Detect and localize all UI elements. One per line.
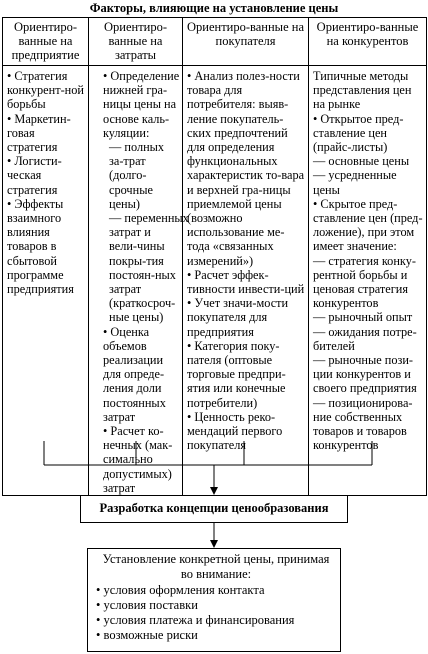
- list-item: — позиционирова-ние собственных товаров и товаров конкурентов: [313, 396, 424, 453]
- column-header-enterprise: Ориентиро-ванные на предприятие: [3, 18, 89, 66]
- price-setting-box: [87, 548, 341, 652]
- price-factor-item: • условия поставки: [96, 598, 336, 613]
- price-box-list: [96, 583, 336, 643]
- column-enterprise: [3, 66, 89, 496]
- price-box-heading: Установление конкретной цены, принимая во внимание:: [102, 552, 330, 581]
- header-row: [3, 18, 427, 66]
- column-buyer: [183, 66, 309, 496]
- column-header-costs: Ориентиро-ванные на затраты: [89, 18, 183, 66]
- list-item: — ожидания потре-бителей: [313, 325, 424, 353]
- list-item: • Оценка объемов реализации для опреде-ления доли постоянных затрат: [93, 325, 180, 424]
- list-item: • Маркетин-говая стратегия: [7, 112, 86, 155]
- list-item: — усредненные цены: [313, 168, 424, 196]
- list-item: • Категория поку-пателя (оптовые торговые предпри-ятия или конечные потребители): [187, 339, 306, 410]
- list-item: — переменных затрат и вели-чины покры-тия постоян-ных затрат (краткосроч-ные цены): [93, 211, 180, 325]
- list-item: — рыночные пози-ции конкурентов и своего предприятия: [313, 353, 424, 396]
- price-factor-item: • возможные риски: [96, 628, 336, 643]
- list-item: • Открытое пред-ставление цен (прайс-листы): [313, 112, 424, 155]
- arrow-down-icon: [210, 540, 218, 548]
- column-competitors: [309, 66, 427, 496]
- list-item: • Эффекты взаимного влияния товаров в сбытовой программе предприятия: [7, 197, 86, 296]
- factors-table: [2, 17, 427, 496]
- price-factor-item: • условия платежа и финансирования: [96, 613, 336, 628]
- column-header-competitors: Ориентиро-ванные на конкурентов: [309, 18, 427, 66]
- list-item: — основные цены: [313, 154, 424, 168]
- column-header-buyer: Ориентиро-ванные на покупателя: [183, 18, 309, 66]
- list-item: • Анализ полез-ности товара для потребителя: выяв-ление покупатель-ских предпочтений для определения функциональных характеристик то-вара и верхней гра-ницы приемлемой цены (возможно использование ме-тода «связанных измерений»): [187, 69, 306, 268]
- price-factor-item: • условия оформления контакта: [96, 583, 336, 598]
- list-item: • Определение нижней гра-ницы цены на основе каль-куляции:: [93, 69, 180, 140]
- list-item: • Логисти-ческая стратегия: [7, 154, 86, 197]
- list-item: • Скрытое пред-ставление цен (пред-ложение), при этом имеет значение:: [313, 197, 424, 254]
- list-item: • Расчет ко-нечных (мак-симально допустимых) затрат: [93, 424, 180, 495]
- list-item: — стратегия конку-рентной борьбы и ценовая стратегия конкурентов: [313, 254, 424, 311]
- development-box: Разработка концепции ценообразования: [80, 495, 348, 523]
- list-item: • Стратегия конкурент-ной борьбы: [7, 69, 86, 112]
- list-item: — полных за-трат (долго-срочные цены): [93, 140, 180, 211]
- column-costs: [89, 66, 189, 496]
- list-item: • Расчет эффек-тивности инвести-ций: [187, 268, 306, 296]
- diagram-title: Факторы, влияющие на установление цены: [89, 1, 339, 15]
- list-intro: Типичные методы представления цен на рынке: [313, 69, 412, 112]
- list-item: • Учет значи-мости покупателя для предприятия: [187, 296, 306, 339]
- content-row: [3, 66, 427, 496]
- list-item: • Ценность реко-мендаций первого покупателя: [187, 410, 306, 453]
- list-item: — рыночный опыт: [313, 310, 424, 324]
